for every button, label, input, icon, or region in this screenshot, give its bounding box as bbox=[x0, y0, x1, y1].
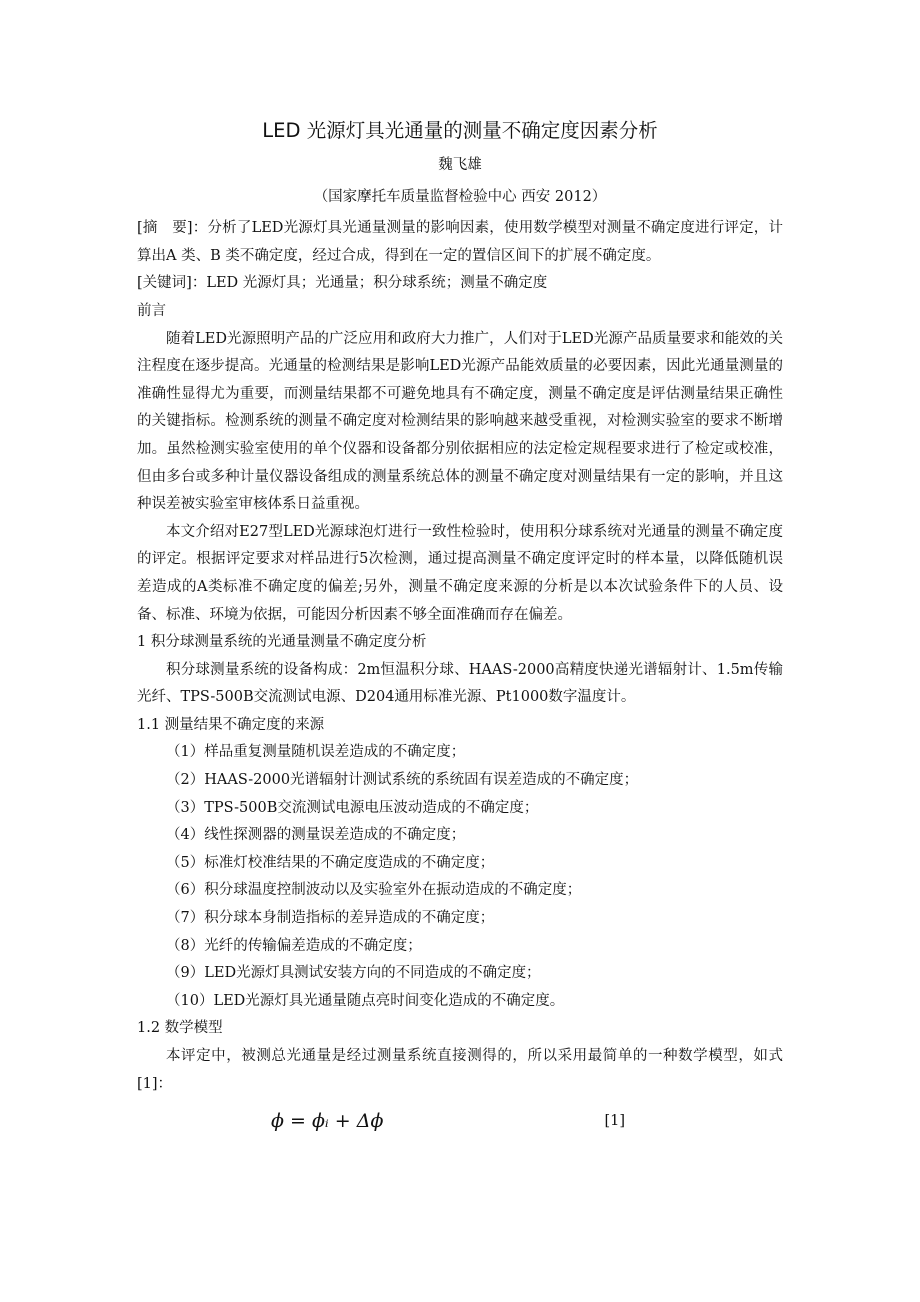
source-item-9: （9）LED光源灯具测试安装方向的不同造成的不确定度； bbox=[166, 965, 541, 982]
keywords-label: [关键词]： bbox=[137, 275, 207, 292]
paper-page bbox=[137, 114, 783, 1142]
abstract-text: 分析了LED光源灯具光通量测量的影响因素，使用数学模型对测量不确定度进行评定，计算出A 类、B 类不确定度，经过合成，得到在一定的置信区间下的扩展不确定度。 bbox=[137, 220, 783, 264]
equation-number: [1] bbox=[604, 1113, 625, 1130]
preface-paragraph-2: 本文介绍对E27型LED光源球泡灯进行一致性检验时，使用积分球系统对光通量的测量不确定度的评定。根据评定要求对样品进行5次检测，通过提高测量不确定度评定时的样本量，以降低随机误差造成的A类标准不确定度的偏差;另外，测量不确定度来源的分析是以本次试验条件下的人员、设备、标准、环境为依据，可能因分析因素不够全面准确而存在偏差。 bbox=[137, 523, 783, 623]
section-1-2-paragraph: 本评定中，被测总光通量是经过测量系统直接测得的，所以采用最简单的一种数学模型，如式[1]： bbox=[137, 1048, 783, 1092]
source-item-2: （2）HAAS-2000光谱辐射计测试系统的系统固有误差造成的不确定度； bbox=[166, 772, 639, 789]
section-1-paragraph: 积分球测量系统的设备构成：2m恒温积分球、HAAS-2000高精度快递光谱辐射计、1.5m传输光纤、TPS-500B交流测试电源、D204通用标准光源、Pt1000数字温度计。 bbox=[137, 661, 783, 706]
abstract bbox=[137, 215, 783, 270]
source-item-8: （8）光纤的传输偏差造成的不确定度； bbox=[166, 937, 422, 954]
source-item-1: （1）样品重复测量随机误差造成的不确定度； bbox=[166, 744, 466, 761]
equation-expression: ϕ = ϕᵢ + Δϕ bbox=[271, 1110, 384, 1133]
source-item-4: （4）线性探测器的测量误差造成的不确定度； bbox=[166, 827, 466, 844]
author-affiliation: （国家摩托车质量监督检验中心 西安 2012） bbox=[313, 188, 607, 205]
source-item-5: （5）标准灯校准结果的不确定度造成的不确定度； bbox=[166, 854, 495, 871]
source-item-3: （3）TPS-500B交流测试电源电压波动造成的不确定度； bbox=[166, 799, 539, 816]
abstract-label: [摘 要]： bbox=[137, 220, 208, 237]
section-1-heading: 1 积分球测量系统的光通量测量不确定度分析 bbox=[137, 634, 427, 651]
author-name: 魏飞雄 bbox=[438, 157, 482, 173]
source-item-6: （6）积分球温度控制波动以及实验室外在振动造成的不确定度； bbox=[166, 882, 582, 899]
source-item-7: （7）积分球本身制造指标的差异造成的不确定度； bbox=[166, 910, 495, 927]
preface-paragraph-1: 随着LED光源照明产品的广泛应用和政府大力推广，人们对于LED光源产品质量要求和能效的关注程度在逐步提高。光通量的检测结果是影响LED光源产品能效质量的必要因素，因此光通量测量的准确性显得尤为重要，而测量结果都不可避免地具有不确定度，测量不确定度是评估测量结果正确性的关键指标。检测系统的测量不确定度对检测结果的影响越来越受重视，对检测实验室的要求不断增加。虽然检测实验室使用的单个仪器和设备都分别依据相应的法定检定规程要求进行了检定或校准，但由多台或多种计量仪器设备组成的测量系统总体的测量不确定度对测量结果有一定的影响，并且这种误差被实验室审核体系日益重视。 bbox=[137, 330, 783, 513]
keywords-text: LED 光源灯具；光通量；积分球系统；测量不确定度 bbox=[206, 275, 548, 292]
paper-title: LED 光源灯具光通量的测量不确定度因素分析 bbox=[262, 119, 658, 142]
equation-1 bbox=[137, 1102, 783, 1142]
section-1-1-heading: 1.1 测量结果不确定度的来源 bbox=[137, 716, 325, 733]
preface-heading: 前言 bbox=[137, 302, 166, 319]
section-1-2-heading: 1.2 数学模型 bbox=[137, 1020, 223, 1037]
keywords bbox=[137, 270, 783, 298]
source-item-10: （10）LED光源灯具光通量随点亮时间变化造成的不确定度。 bbox=[166, 992, 565, 1009]
